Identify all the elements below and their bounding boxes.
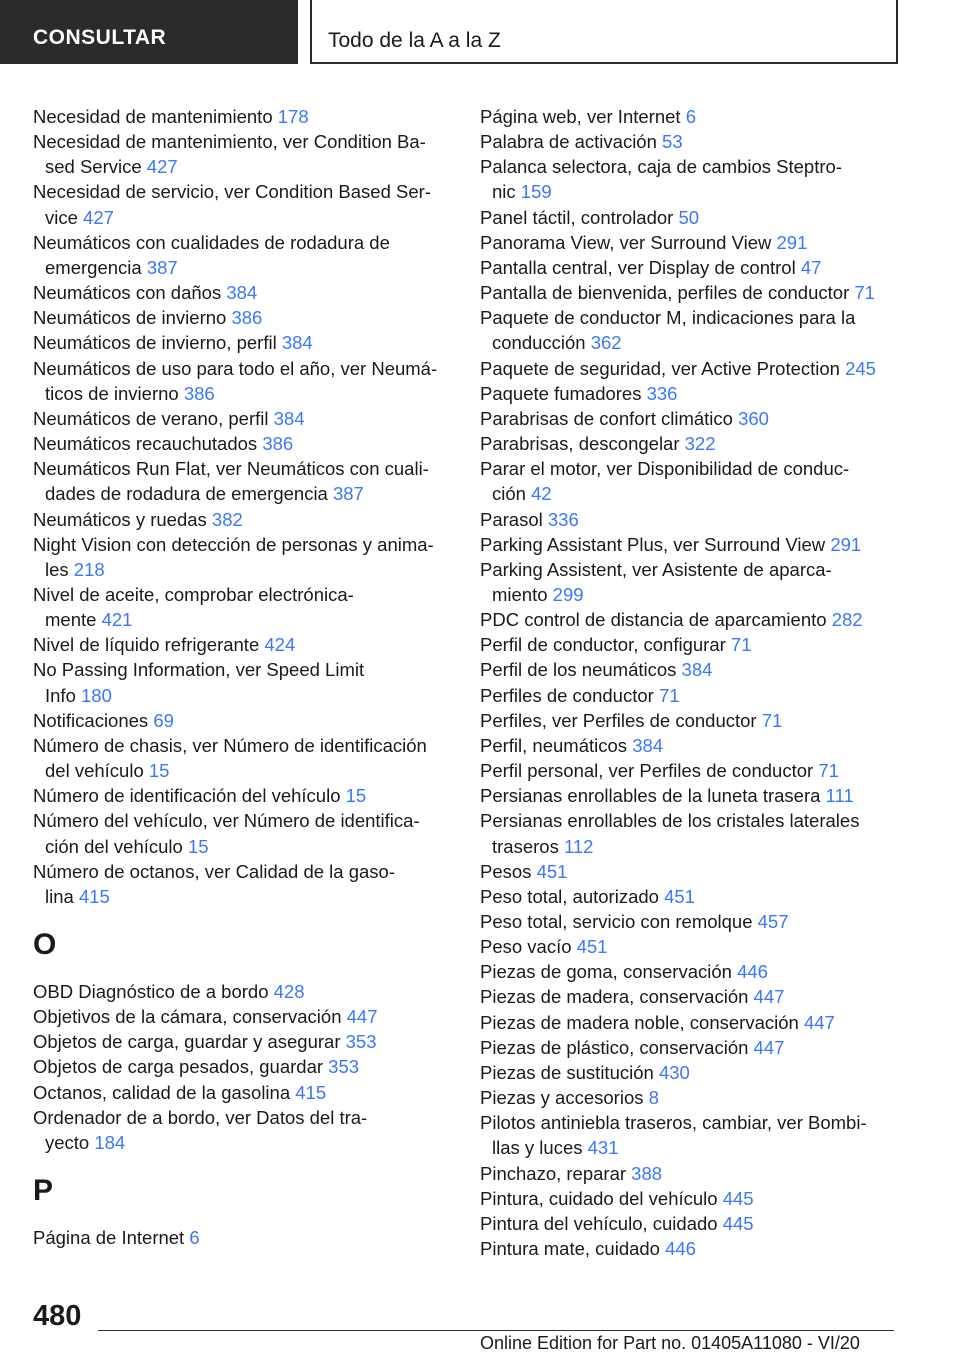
index-entry	[480, 909, 920, 934]
entry-text: Info	[45, 684, 76, 706]
index-entry	[33, 1004, 463, 1029]
index-letter-heading: P	[33, 1174, 54, 1208]
entry-text: Perfil, neumáticos	[480, 734, 628, 756]
entry-text: Neumáticos con daños	[33, 282, 222, 304]
page-reference-link[interactable]: 178	[277, 106, 309, 127]
page-reference-link[interactable]: 431	[587, 1137, 619, 1159]
page-reference-link[interactable]: 6	[189, 1227, 200, 1249]
page-reference-link[interactable]: 446	[665, 1238, 696, 1260]
entry-text: les	[45, 558, 69, 580]
page-reference-link[interactable]: 336	[646, 382, 678, 404]
entry-text: Palanca selectora, caja de cambios Steptro-	[480, 156, 842, 178]
index-entry	[33, 179, 463, 229]
index-entry	[33, 859, 463, 909]
page-reference-link[interactable]: 50	[678, 206, 700, 228]
page-reference-link[interactable]: 384	[681, 659, 713, 681]
index-entry	[480, 783, 920, 808]
index-entry	[480, 280, 920, 305]
entry-text: Página web, ver Internet	[480, 106, 681, 127]
entry-text: miento	[492, 583, 548, 605]
entry-text: Número de octanos, ver Calidad de la gaso-	[33, 860, 395, 882]
page-reference-link[interactable]: 47	[800, 256, 822, 278]
entry-text: Número de chasis, ver Número de identificación	[33, 734, 427, 756]
entry-text: Neumáticos de invierno	[33, 307, 227, 329]
entry-text: Piezas de goma, conservación	[480, 961, 732, 983]
index-entry	[33, 305, 463, 330]
index-entry	[480, 507, 920, 532]
page-reference-link[interactable]: 282	[831, 609, 863, 631]
index-entry	[480, 154, 920, 204]
page-reference-link[interactable]: 15	[187, 835, 209, 857]
page-reference-link[interactable]: 451	[664, 885, 695, 907]
entry-text: Número de identificación del vehículo	[33, 785, 341, 807]
entry-text: Necesidad de mantenimiento	[33, 106, 273, 127]
page-reference-link[interactable]: 424	[264, 634, 296, 656]
index-entry	[480, 104, 920, 129]
page-reference-link[interactable]: 388	[631, 1162, 663, 1184]
entry-text: conducción	[492, 332, 586, 354]
entry-text: Pantalla de bienvenida, perfiles de conductor	[480, 282, 850, 304]
page-reference-link[interactable]: 457	[757, 911, 789, 932]
entry-text: No Passing Information, ver Speed Limit	[33, 659, 365, 681]
entry-text: Perfil de los neumáticos	[480, 659, 677, 681]
index-entry	[480, 1161, 920, 1186]
entry-text: Peso total, servicio con remolque	[480, 911, 753, 932]
index-entry	[480, 456, 920, 506]
page-reference-link[interactable]: 384	[632, 734, 664, 756]
index-column-left	[33, 104, 463, 1250]
index-entry	[480, 934, 920, 959]
page-reference-link[interactable]: 184	[94, 1131, 126, 1153]
entry-text: Panel táctil, controlador	[480, 206, 674, 228]
page-reference-link[interactable]: 415	[295, 1081, 327, 1103]
page-reference-link[interactable]: 421	[101, 609, 133, 631]
entry-text: Paquete de conductor M, indicaciones para la	[480, 307, 856, 329]
entry-text: emergencia	[45, 256, 142, 278]
page-reference-link[interactable]: 447	[346, 1006, 378, 1028]
page-reference-link[interactable]: 42	[531, 483, 552, 505]
entry-text: traseros	[492, 835, 559, 857]
entry-text: vice	[45, 206, 78, 228]
page-reference-link[interactable]: 447	[753, 1036, 785, 1058]
index-entry	[480, 607, 920, 632]
entry-text: Perfil personal, ver Perfiles de conductor	[480, 760, 814, 782]
page-reference-link[interactable]: 71	[854, 282, 875, 304]
page-reference-link[interactable]: 446	[737, 961, 768, 983]
page-reference-link[interactable]: 430	[658, 1061, 690, 1083]
entry-text: yecto	[45, 1131, 90, 1153]
entry-text: nic	[492, 181, 516, 203]
section-title: CONSULTAR	[33, 26, 167, 49]
page-reference-link[interactable]: 387	[332, 483, 364, 505]
entry-text: Panorama View, ver Surround View	[480, 231, 772, 253]
page-reference-link[interactable]: 447	[803, 1011, 835, 1033]
entry-text: Paquete fumadores	[480, 382, 642, 404]
page-reference-link[interactable]: 111	[825, 785, 854, 807]
index-entry	[480, 984, 920, 1009]
page-reference-link[interactable]: 245	[845, 357, 876, 379]
page-reference-link[interactable]: 427	[146, 156, 178, 178]
page-reference-link[interactable]: 71	[658, 684, 680, 706]
index-entry	[480, 708, 920, 733]
page-reference-link[interactable]: 69	[153, 709, 174, 731]
page-reference-link[interactable]: 71	[761, 709, 783, 731]
page-reference-link[interactable]: 291	[830, 533, 862, 555]
page-reference-link[interactable]: 362	[590, 332, 622, 354]
entry-text: Parar el motor, ver Disponibilidad de conduc-	[480, 458, 850, 480]
entry-text: Pintura mate, cuidado	[480, 1238, 660, 1260]
index-entry	[480, 557, 920, 607]
index-entry	[480, 1010, 920, 1035]
index-entry	[33, 783, 463, 808]
index-entry	[33, 1029, 463, 1054]
entry-text: Número del vehículo, ver Número de identifica-	[33, 810, 420, 832]
entry-text: Pesos	[480, 860, 532, 882]
index-entry	[480, 381, 920, 406]
entry-text: Neumáticos recauchutados	[33, 433, 258, 455]
index-entry	[33, 532, 463, 582]
entry-text: OBD Diagnóstico de a bordo	[33, 981, 269, 1002]
entry-text: Piezas y accesorios	[480, 1087, 644, 1109]
page-reference-link[interactable]: 386	[183, 382, 215, 404]
index-entry	[480, 1060, 920, 1085]
entry-text: sed Service	[45, 156, 142, 178]
entry-text: Página de Internet	[33, 1227, 185, 1249]
entry-text: Paquete de seguridad, ver Active Protection	[480, 357, 840, 379]
index-entry	[480, 230, 920, 255]
index-entry	[480, 1186, 920, 1211]
page-reference-link[interactable]: 384	[281, 332, 313, 354]
index-entry	[33, 582, 463, 632]
entry-text: Neumáticos Run Flat, ver Neumáticos con cuali-	[33, 458, 429, 480]
entry-text: Piezas de madera noble, conservación	[480, 1011, 799, 1033]
page-reference-link[interactable]: 71	[818, 760, 839, 782]
page-reference-link[interactable]: 53	[662, 131, 683, 153]
entry-text: Parabrisas, descongelar	[480, 433, 680, 455]
page-reference-link[interactable]: 159	[520, 181, 552, 203]
page-reference-link[interactable]: 112	[563, 835, 594, 857]
chapter-header	[310, 0, 898, 64]
entry-text: Pintura, cuidado del vehículo	[480, 1187, 718, 1209]
index-letter-heading: O	[33, 928, 57, 961]
index-entry	[480, 205, 920, 230]
index-entry	[480, 808, 920, 858]
entry-text: Parking Assistent, ver Asistente de aparca-	[480, 558, 832, 580]
entry-text: Neumáticos de invierno, perfil	[33, 332, 277, 354]
page-reference-link[interactable]: 428	[273, 981, 305, 1002]
entry-text: Perfiles, ver Perfiles de conductor	[480, 709, 757, 731]
entry-text: Parasol	[480, 508, 543, 530]
page-reference-link[interactable]: 15	[345, 785, 367, 807]
page-reference-link[interactable]: 384	[226, 282, 258, 304]
index-entry	[480, 1035, 920, 1060]
page-reference-link[interactable]: 322	[684, 433, 716, 455]
entry-text: llas y luces	[492, 1137, 583, 1159]
page-reference-link[interactable]: 299	[552, 583, 584, 605]
index-entry	[33, 632, 463, 657]
index-entry	[480, 1085, 920, 1110]
entry-text: Neumáticos con cualidades de rodadura de	[33, 231, 390, 253]
entry-text: Piezas de sustitución	[480, 1061, 654, 1083]
index-entry	[33, 104, 463, 129]
entry-text: Perfil de conductor, configurar	[480, 634, 726, 656]
page-reference-link[interactable]: 451	[576, 936, 608, 958]
page-reference-link[interactable]: 427	[83, 206, 114, 228]
page-reference-link[interactable]: 71	[730, 634, 752, 656]
index-entry	[33, 1054, 463, 1079]
entry-text: ticos de invierno	[45, 382, 179, 404]
index-entry	[33, 1225, 463, 1250]
page-reference-link[interactable]: 336	[547, 508, 579, 530]
page-reference-link[interactable]: 382	[211, 508, 243, 530]
index-entry	[33, 230, 463, 280]
page-reference-link[interactable]: 386	[231, 307, 263, 329]
entry-text: Peso total, autorizado	[480, 885, 659, 907]
entry-text: lina	[45, 885, 74, 907]
page-reference-link[interactable]: 291	[776, 231, 808, 253]
entry-text: Objetos de carga pesados, guardar	[33, 1056, 324, 1078]
entry-text: Parabrisas de confort climático	[480, 407, 733, 429]
entry-text: Pantalla central, ver Display de control	[480, 256, 796, 278]
index-entry	[33, 708, 463, 733]
index-entry	[480, 884, 920, 909]
entry-text: Necesidad de servicio, ver Condition Based Ser-	[33, 181, 431, 203]
index-column-right	[480, 104, 920, 1261]
index-entry	[480, 431, 920, 456]
page-reference-link[interactable]: 386	[262, 433, 294, 455]
section-tab	[0, 0, 298, 64]
index-entry	[480, 129, 920, 154]
index-entry	[33, 330, 463, 355]
entry-text: Pilotos antiniebla traseros, cambiar, ver Bombi-	[480, 1112, 867, 1134]
entry-text: Neumáticos de verano, perfil	[33, 407, 269, 429]
index-entry	[480, 406, 920, 431]
page-reference-link[interactable]: 415	[78, 885, 110, 907]
entry-text: ción del vehículo	[45, 835, 183, 857]
entry-text: Night Vision con detección de personas y anima-	[33, 533, 434, 555]
entry-text: del vehículo	[45, 760, 144, 782]
chapter-title: Todo de la A a la Z	[328, 29, 501, 52]
index-entry	[33, 431, 463, 456]
entry-text: Ordenador de a bordo, ver Datos del tra-	[33, 1106, 368, 1128]
entry-text: Piezas de madera, conservación	[480, 986, 749, 1008]
entry-text: Objetivos de la cámara, conservación	[33, 1006, 342, 1028]
index-entry	[33, 129, 463, 179]
index-entry	[480, 356, 920, 381]
entry-text: Octanos, calidad de la gasolina	[33, 1081, 291, 1103]
page-reference-link[interactable]: 447	[753, 986, 785, 1008]
index-entry	[33, 507, 463, 532]
entry-text: dades de rodadura de emergencia	[45, 483, 328, 505]
page-reference-link[interactable]: 15	[148, 760, 170, 782]
page-reference-link[interactable]: 353	[328, 1056, 360, 1078]
index-entry	[480, 255, 920, 280]
footer-edition: Online Edition for Part no. 01405A11080 - VI/20	[480, 1333, 860, 1353]
entry-text: Neumáticos de uso para todo el año, ver Neumá-	[33, 357, 438, 379]
index-entry	[480, 758, 920, 783]
entry-text: mente	[45, 609, 97, 631]
index-entry	[33, 356, 463, 406]
footer-divider	[98, 1330, 894, 1331]
page-reference-link[interactable]: 8	[648, 1087, 659, 1109]
entry-text: Perfiles de conductor	[480, 684, 654, 706]
entry-text: Persianas enrollables de los cristales laterales	[480, 810, 860, 832]
index-entry	[480, 859, 920, 884]
index-entry	[33, 1080, 463, 1105]
entry-text: Palabra de activación	[480, 131, 657, 153]
entry-text: Objetos de carga, guardar y asegurar	[33, 1031, 341, 1053]
index-entry	[33, 406, 463, 431]
index-entry	[33, 979, 463, 1004]
page-reference-link[interactable]: 445	[722, 1187, 754, 1209]
entry-text: Nivel de líquido refrigerante	[33, 634, 260, 656]
page-reference-link[interactable]: 451	[536, 860, 568, 882]
index-entry	[33, 808, 463, 858]
entry-text: Peso vacío	[480, 936, 572, 958]
entry-text: Pintura del vehículo, cuidado	[480, 1212, 718, 1234]
index-entry	[33, 280, 463, 305]
index-entry	[480, 657, 920, 682]
entry-text: Neumáticos y ruedas	[33, 508, 207, 530]
page-reference-link[interactable]: 218	[73, 558, 105, 580]
entry-text: Piezas de plástico, conservación	[480, 1036, 749, 1058]
page-reference-link[interactable]: 6	[685, 106, 696, 127]
entry-text: Nivel de aceite, comprobar electrónica-	[33, 583, 354, 605]
entry-text: Parking Assistant Plus, ver Surround View	[480, 533, 826, 555]
index-entry	[33, 733, 463, 783]
entry-text: ción	[492, 483, 526, 505]
page-reference-link[interactable]: 387	[146, 256, 178, 278]
entry-text: PDC control de distancia de aparcamiento	[480, 609, 827, 631]
page-reference-link[interactable]: 360	[738, 407, 769, 429]
index-entry	[33, 657, 463, 707]
index-entry	[480, 733, 920, 758]
index-entry	[33, 1105, 463, 1155]
index-entry	[480, 305, 920, 355]
index-entry	[480, 959, 920, 984]
index-entry	[480, 532, 920, 557]
index-entry	[480, 632, 920, 657]
entry-text: Persianas enrollables de la luneta trasera	[480, 785, 821, 807]
index-entry	[480, 1236, 920, 1261]
page-reference-link[interactable]: 445	[722, 1212, 754, 1234]
entry-text: Pinchazo, reparar	[480, 1162, 627, 1184]
entry-text: Notificaciones	[33, 709, 149, 731]
page-reference-link[interactable]: 353	[345, 1031, 377, 1053]
page-reference-link[interactable]: 180	[81, 684, 112, 706]
index-entry	[480, 1110, 920, 1160]
page-number: 480	[33, 1300, 82, 1332]
index-entry	[480, 683, 920, 708]
page-reference-link[interactable]: 384	[273, 407, 305, 429]
index-entry	[480, 1211, 920, 1236]
index-entry	[33, 456, 463, 506]
entry-text: Necesidad de mantenimiento, ver Condition Ba-	[33, 131, 426, 153]
